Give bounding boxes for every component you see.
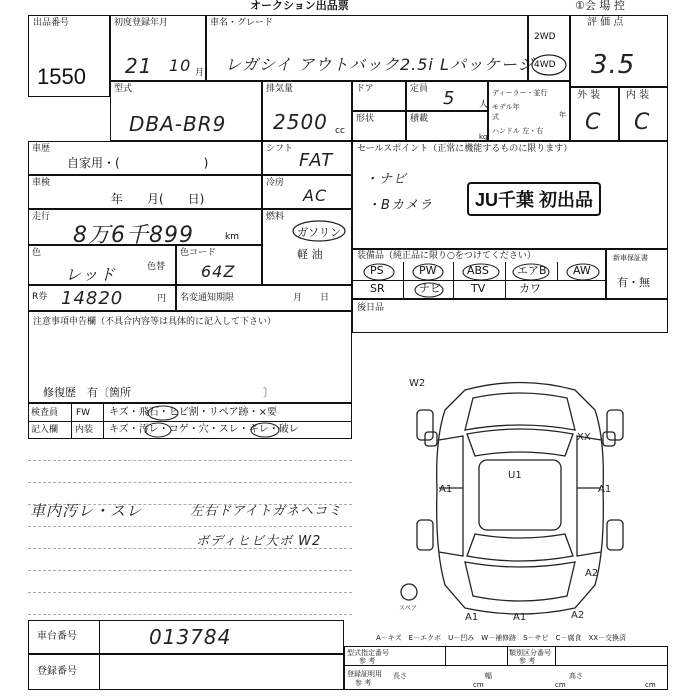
car-name-value: レガシイ アウトバック2.5i Lパッケージ bbox=[225, 55, 535, 74]
drive-4wd-circle bbox=[530, 52, 568, 78]
category-ref-label: 参 考 bbox=[519, 657, 536, 665]
fw-label: FW bbox=[76, 408, 91, 418]
spare-label: スペア bbox=[399, 605, 418, 612]
later-items-label: 後日品 bbox=[357, 303, 385, 313]
displacement-value: 2500 bbox=[273, 110, 328, 134]
notes-box bbox=[28, 311, 352, 403]
load-box bbox=[406, 111, 488, 141]
car-damage-diagram bbox=[395, 370, 645, 620]
damage-mark-a1-left: A1 bbox=[439, 484, 453, 495]
inspection-circles bbox=[29, 404, 353, 440]
inspector-label: 検査員 bbox=[31, 408, 59, 418]
damage-mark-a1-right: A1 bbox=[598, 484, 612, 495]
equip-airbag: エアB bbox=[517, 264, 547, 277]
year-unit: 年 bbox=[559, 111, 566, 119]
notes-label: 注意事項申告欄（不具合内容等は具体的に記入して下さい） bbox=[33, 317, 277, 327]
damage-mark-w2: W2 bbox=[409, 378, 426, 389]
yen-unit: 円 bbox=[157, 294, 167, 304]
doors-label: ドア bbox=[356, 84, 374, 94]
capacity-label: 定員 bbox=[410, 84, 429, 94]
category-label: 類別区分番号 bbox=[509, 649, 551, 657]
length-label: 長さ bbox=[393, 672, 407, 680]
equip-ps: PS bbox=[370, 264, 384, 277]
color-box bbox=[28, 245, 176, 285]
top-title: オークション出品票 bbox=[250, 0, 349, 12]
color-value: レッド bbox=[65, 265, 116, 284]
equip-leather: カワ bbox=[519, 282, 541, 295]
sales-point-label: セールスポイント（正常に機能するものに限ります） bbox=[357, 144, 573, 154]
equip-aw: AW bbox=[573, 264, 591, 277]
usage-label: 車歴 bbox=[32, 144, 51, 154]
cert-sub-label: 参 考 bbox=[355, 679, 372, 687]
recycle-label: R券 bbox=[32, 292, 48, 302]
damage-mark-u1: U1 bbox=[508, 470, 522, 481]
name-change-box bbox=[176, 285, 352, 311]
sales-point-2: ・Bカメラ bbox=[367, 198, 433, 213]
color-code-label: 色コード bbox=[180, 248, 217, 258]
exterior-value: C bbox=[585, 110, 602, 135]
equip-pw: PW bbox=[419, 264, 437, 277]
car-name-box bbox=[206, 15, 535, 81]
length-unit: cm bbox=[473, 681, 484, 689]
first-reg-label: 初度登録年月 bbox=[114, 18, 169, 28]
warranty-label: 新車保証書 bbox=[613, 254, 648, 262]
history-box bbox=[28, 141, 262, 175]
fw-items: キズ・飛石・ヒビ割・リペア跡・×要 bbox=[109, 407, 277, 418]
color-label: 色 bbox=[32, 248, 42, 258]
drive-2wd: 2WD bbox=[534, 32, 556, 42]
drive-box bbox=[528, 15, 570, 81]
damage-mark-xx: XX bbox=[577, 432, 591, 443]
interior-value: C bbox=[634, 110, 651, 135]
equip-sr: SR bbox=[370, 282, 385, 295]
later-items-box bbox=[352, 299, 668, 333]
lot-box bbox=[28, 15, 110, 97]
aircon-box bbox=[262, 175, 352, 209]
cc-unit: cc bbox=[335, 126, 345, 136]
lot-number: 1550 bbox=[37, 64, 86, 89]
km-unit: km bbox=[225, 232, 239, 242]
name-change-label: 名変通知期限 bbox=[180, 293, 235, 303]
spare-tire bbox=[401, 584, 417, 600]
inspection-date-value: 年 月( 日) bbox=[111, 192, 205, 206]
damage-mark-a2-rear-right: A2 bbox=[571, 610, 585, 620]
handle-label: ハンドル 左・右 bbox=[492, 127, 544, 135]
inspection-note-3: ボディヒビ大ボ W2 bbox=[196, 534, 322, 549]
first-reg-box bbox=[110, 15, 206, 81]
drive-4wd: 4WD bbox=[534, 60, 556, 70]
fuel-box bbox=[262, 209, 352, 285]
chassis-label: 車台番号 bbox=[37, 631, 77, 642]
damage-mark-a1-rear-left: A1 bbox=[465, 612, 479, 620]
type-ref-label: 参 考 bbox=[359, 657, 376, 665]
recycle-box bbox=[28, 285, 176, 311]
chassis-value: 013784 bbox=[149, 625, 232, 649]
chassis-box bbox=[28, 620, 344, 654]
displacement-box bbox=[262, 81, 352, 141]
mileage-label: 走行 bbox=[32, 212, 51, 222]
dealer-box bbox=[488, 81, 570, 141]
doors-box bbox=[352, 81, 406, 111]
model-value: DBA-BR9 bbox=[129, 112, 227, 136]
model-label: 型式 bbox=[114, 84, 133, 94]
car-windshield bbox=[467, 429, 573, 456]
car-trunk bbox=[465, 562, 575, 601]
mileage-value: 8万6千899 bbox=[73, 223, 194, 248]
ju-chiba-stamp: JU千葉 初出品 bbox=[467, 182, 601, 216]
inspection-note-2: 左右ドアイトガネヘコミ bbox=[190, 504, 343, 519]
equip-tv: TV bbox=[471, 282, 486, 295]
entry-label: 記入欄 bbox=[31, 425, 59, 435]
fuel-gasoline-circle bbox=[291, 218, 349, 244]
height-unit: cm bbox=[645, 681, 656, 689]
aircon-label: 冷房 bbox=[266, 178, 285, 188]
displacement-label: 排気量 bbox=[266, 84, 294, 94]
color-change-label: 色替 bbox=[147, 262, 166, 272]
first-reg-year: 21 bbox=[125, 54, 153, 78]
car-rear-window bbox=[467, 534, 573, 561]
usage-value: 自家用・( ) bbox=[67, 156, 209, 170]
first-reg-month: 10 bbox=[169, 56, 192, 75]
model-box bbox=[110, 81, 262, 141]
repair-history: 修復歴 有〔箇所 〕 bbox=[43, 386, 274, 399]
inspection-row-box bbox=[28, 403, 352, 439]
month-unit: 月 bbox=[195, 68, 205, 78]
shift-value: FAT bbox=[299, 150, 334, 171]
aircon-value: AC bbox=[303, 186, 328, 205]
color-code-box bbox=[176, 245, 262, 285]
width-unit: cm bbox=[555, 681, 566, 689]
capacity-box bbox=[406, 81, 488, 111]
warranty-value: 有・無 bbox=[617, 276, 650, 289]
equipment-label: 装備品（純正品に限り○をつけてください） bbox=[357, 251, 536, 261]
score-label: 評 価 点 bbox=[587, 17, 624, 28]
registration-label: 登録番号 bbox=[37, 666, 77, 677]
fuel-label: 燃料 bbox=[266, 212, 285, 222]
color-code-value: 64Z bbox=[201, 262, 236, 281]
equipment-circles bbox=[353, 250, 607, 300]
width-label: 幅 bbox=[485, 672, 492, 680]
equip-abs: ABS bbox=[467, 264, 489, 277]
load-label: 積載 bbox=[410, 114, 429, 124]
dealer-label: ディーラー・並行 bbox=[492, 89, 548, 97]
type-designation-label: 型式指定番号 bbox=[347, 649, 389, 657]
exterior-label: 外 装 bbox=[577, 90, 601, 101]
shift-box bbox=[262, 141, 352, 175]
interior-row-label: 内装 bbox=[75, 425, 94, 435]
equip-navi: ナビ bbox=[419, 282, 441, 295]
exterior-box bbox=[570, 87, 619, 141]
damage-mark-a2-rear-side: A2 bbox=[585, 568, 599, 579]
venue-copy-label: ①会 場 控 bbox=[575, 0, 625, 12]
sales-point-box bbox=[352, 141, 668, 249]
interior-label: 内 装 bbox=[626, 90, 650, 101]
registration-box bbox=[28, 654, 344, 690]
capacity-value: 5 bbox=[443, 88, 456, 109]
fuel-gasoline: ガソリン bbox=[297, 226, 341, 239]
damage-legend: A－キズ E－エクボ U－凹み W－補修跡 S－サビ C－腐食 XX－交換済 bbox=[376, 634, 627, 642]
name-change-month-day: 月 日 bbox=[293, 293, 330, 303]
score-box bbox=[570, 15, 668, 87]
mileage-box bbox=[28, 209, 262, 248]
lot-label: 出品番号 bbox=[33, 18, 70, 28]
damage-mark-a1-rear-mid: A1 bbox=[513, 612, 527, 620]
inspection-date-label: 車検 bbox=[32, 178, 51, 188]
car-hood bbox=[465, 393, 575, 430]
equipment-box bbox=[352, 249, 606, 299]
interior-box bbox=[619, 87, 668, 141]
shape-label: 形状 bbox=[356, 114, 375, 124]
score-value: 3.5 bbox=[591, 50, 636, 80]
inspection-note-1: 車内汚レ・スレ bbox=[30, 502, 143, 520]
person-unit: 人 bbox=[479, 100, 489, 110]
shift-label: シフト bbox=[266, 144, 294, 154]
cert-ref-label: 登録証明用 bbox=[347, 670, 382, 678]
sales-point-1: ・ナビ bbox=[365, 172, 408, 187]
spec-box bbox=[344, 646, 668, 690]
fuel-diesel: 軽 油 bbox=[297, 248, 323, 261]
kg-unit: kg bbox=[479, 133, 488, 141]
inspection-date-box bbox=[28, 175, 262, 209]
shape-box bbox=[352, 111, 406, 141]
warranty-box bbox=[606, 249, 668, 299]
height-label: 高さ bbox=[569, 672, 583, 680]
model-year-label: モデル年式 bbox=[492, 103, 520, 121]
recycle-value: 14820 bbox=[61, 288, 124, 309]
interior-items: キズ・汚レ・コゲ・穴・スレ・キレ・破レ bbox=[109, 424, 299, 435]
car-body-outline bbox=[437, 383, 604, 615]
car-name-label: 車名・グレード bbox=[210, 18, 274, 28]
